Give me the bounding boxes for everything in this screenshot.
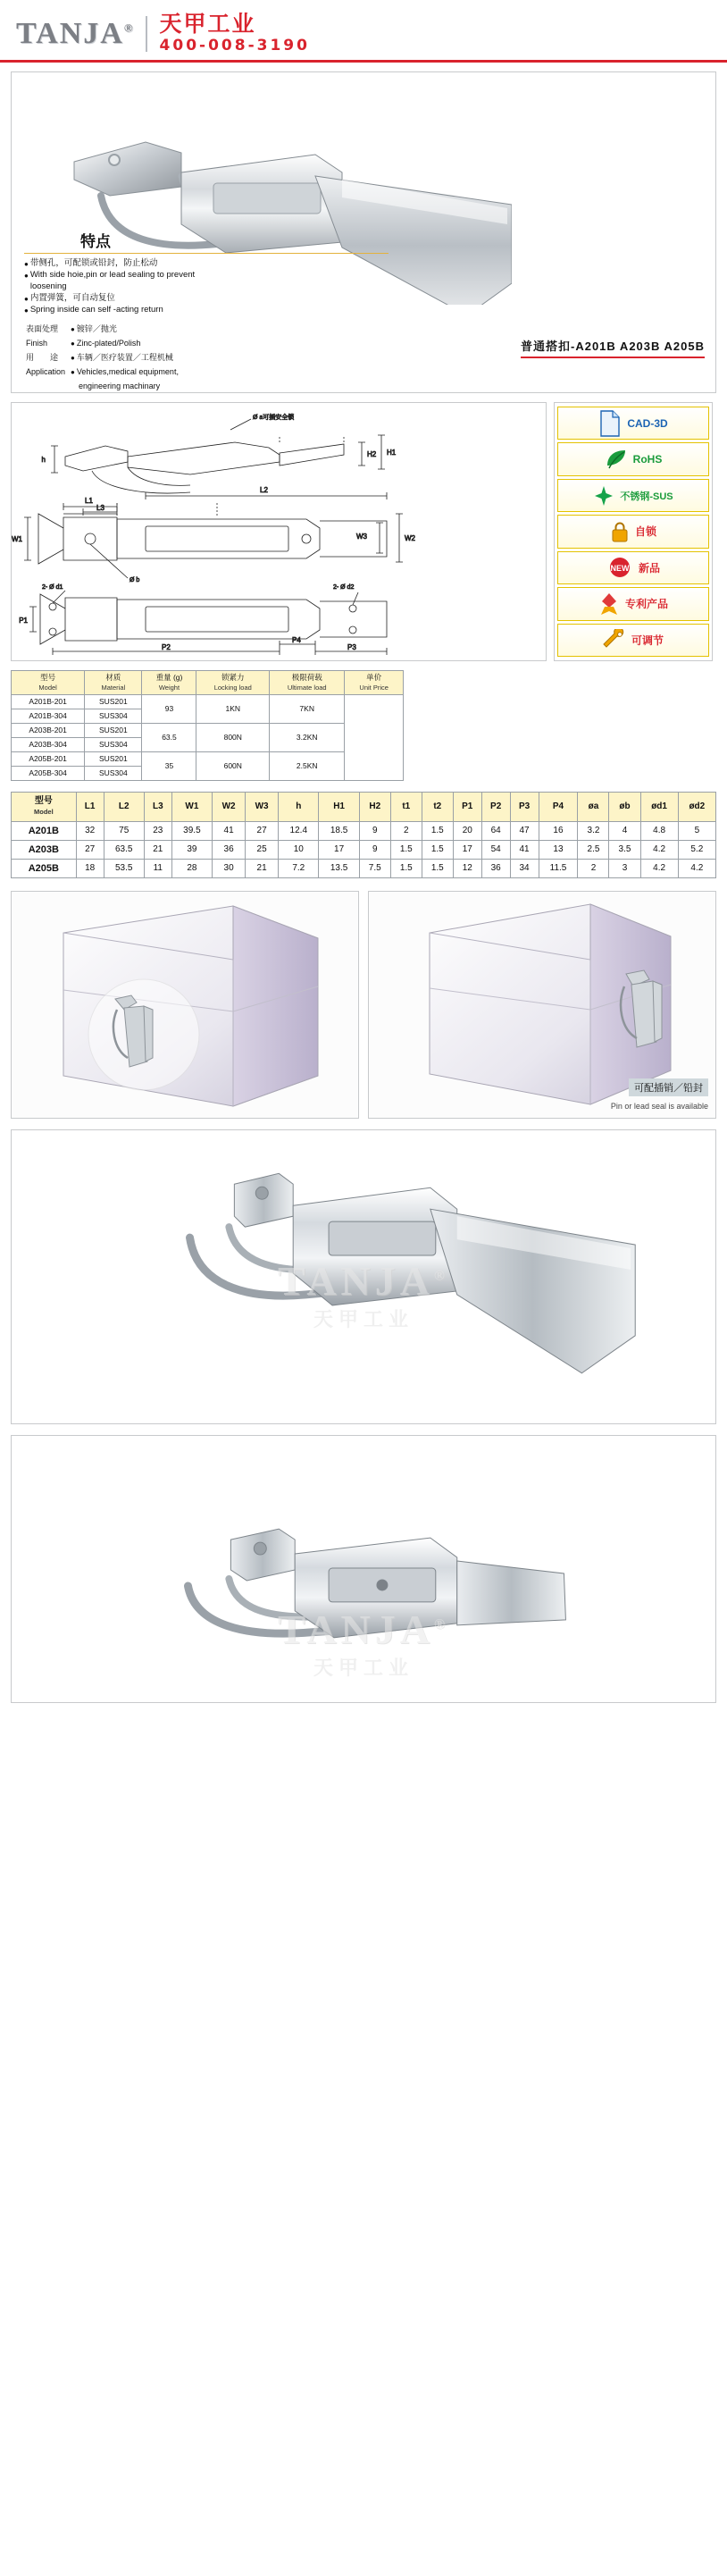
watermark-cn: 天甲工业 [313,1307,414,1330]
cell-material: SUS304 [85,709,142,724]
col-W3: W3 [246,793,279,822]
table-row [26,366,182,379]
certification-badges [554,402,713,661]
dim-label-L2: L2 [260,486,268,494]
table-row [12,752,404,767]
cell-model: A201B [12,822,77,841]
spec-table-2-wrap [11,792,716,878]
brand-name-cn: 天甲工业 [159,12,256,38]
col-t2: t2 [422,793,453,822]
dim-label-d1: 2- Ø d1 [42,584,63,591]
spec-table-1-wrap [11,670,716,781]
col-P1: P1 [453,793,481,822]
feature-bullet-text: loosening [29,281,67,291]
cell-locking: 1KN [196,695,270,724]
badge-patent[interactable] [557,587,709,620]
cell-model: A203B [12,841,77,860]
table-row [12,860,716,878]
attr-value-cn: 镀锌／抛光 [76,324,117,333]
col-title-en: Locking load [213,684,252,692]
cell-model: A205B-304 [12,767,85,781]
cell-ultimate: 2.5KN [270,752,345,781]
attr-value-en: Zinc-plated/Polish [76,339,141,348]
dim-label-P4: P4 [292,636,301,644]
col-ultimate-load [270,671,345,695]
cell-model: A203B-201 [12,724,85,738]
table-row [12,822,716,841]
dim-label-d2: 2- Ø d2 [333,584,355,591]
ribbon-icon [598,592,620,616]
hotline-number: 400-008-3190 [159,36,310,55]
feature-rule [24,253,389,254]
col-od2: ød2 [678,793,715,822]
cell-value: 12.4 [279,822,319,841]
cell-value: 11 [144,860,171,878]
bullet-icon: ● [24,306,29,315]
cell-value: 9 [359,822,390,841]
attr-label-en: Application [26,367,66,376]
technical-drawing [12,403,547,660]
feature-bullet-text: 内置弹簧，可自动复位 [29,293,115,303]
cell-weight: 93 [142,695,196,724]
col-P4: P4 [539,793,578,822]
cell-value: 75 [104,822,144,841]
col-L3: L3 [144,793,171,822]
technical-drawing-panel [11,402,547,661]
cell-value: 4.2 [640,841,678,860]
cell-value: 18 [76,860,104,878]
feature-attribute-table [24,322,184,393]
attr-value [71,352,182,365]
cell-value: 27 [246,822,279,841]
feature-title: 特点 [80,233,111,250]
sparkle-icon [593,485,614,507]
dim-label-L3: L3 [96,504,104,512]
feature-bullet-text: Spring inside can self -acting return [29,305,163,315]
cell-value: 5 [678,822,715,841]
brand-chinese-block [160,13,310,54]
cell-value: 2 [390,822,422,841]
application-photos [11,891,716,1119]
bullet-icon: ● [24,260,29,268]
cell-value: 7.5 [359,860,390,878]
attr-label-cn: 用 途 [26,353,59,362]
cell-weight: 35 [142,752,196,781]
badge-cad-3d[interactable] [557,407,709,440]
application-photo-left [11,891,359,1119]
col-model [12,671,85,695]
cell-value: 16 [539,822,578,841]
col-h: h [279,793,319,822]
cell-value: 39 [171,841,212,860]
col-L2: L2 [104,793,144,822]
cell-value: 5.2 [678,841,715,860]
attr-label-cn: 表面处理 [26,324,59,333]
dim-label-L1: L1 [85,497,93,505]
cell-value: 1.5 [422,860,453,878]
col-title-cn: 重量 (g) [155,673,183,682]
cell-model: A201B-201 [12,695,85,709]
product-photo-2 [11,1435,716,1703]
table-row [12,724,404,738]
col-title-cn: 单价 [366,673,382,682]
cell-value: 25 [246,841,279,860]
col-oa: øa [578,793,609,822]
cell-locking: 600N [196,752,270,781]
cell-value: 3.5 [609,841,640,860]
watermark-registered-icon: ® [433,1268,449,1284]
cell-value: 41 [510,841,539,860]
dim-label-H1: H1 [387,449,397,457]
feature-bullet-text: 带侧孔，可配锁或铅封，防止松动 [29,258,158,268]
watermark-logo-text: TANJA [278,1257,434,1304]
cell-price [345,695,404,781]
col-title-en: Model [34,808,54,816]
brand-logo [16,16,135,50]
attr-value-en2: engineering machinary [79,382,161,390]
cell-value: 34 [510,860,539,878]
table-row [12,841,716,860]
cell-value: 21 [246,860,279,878]
cell-ultimate: 7KN [270,695,345,724]
cell-value: 1.5 [390,860,422,878]
cell-value: 18.5 [319,822,359,841]
header-divider [146,16,147,52]
attr-label-en: Finish [26,339,48,348]
cell-weight: 63.5 [142,724,196,752]
feature-panel [11,71,716,393]
badge-label: RoHS [632,453,663,466]
cell-ultimate: 3.2KN [270,724,345,752]
col-title-en: Model [38,684,57,692]
latch-photo-angled [12,1130,715,1423]
cell-value: 4 [609,822,640,841]
col-model [12,793,77,822]
cell-material: SUS201 [85,752,142,767]
table-header-row [12,793,716,822]
bullet-icon: ● [71,340,75,348]
cell-locking: 800N [196,724,270,752]
feature-bullet-continuation [24,281,399,293]
attr-value [71,338,182,350]
cell-value: 64 [481,822,510,841]
application-note-cn: 可配插销／铅封 [629,1078,708,1096]
dim-label-P1: P1 [19,617,28,625]
col-title-cn: 型号 [40,673,56,682]
cell-value: 10 [279,841,319,860]
cell-value: 3.2 [578,822,609,841]
badge-rohs[interactable] [557,442,709,475]
cell-value: 4.2 [640,860,678,878]
dim-label-W1: W1 [12,535,22,543]
badge-label: 可调节 [631,634,664,647]
attr-value-cn: 车辆／医疗装置／工程机械 [76,353,173,362]
cell-material: SUS304 [85,767,142,781]
cell-value: 13.5 [319,860,359,878]
cell-value: 3 [609,860,640,878]
document-icon [598,410,622,437]
application-note-en: Pin or lead seal is available [610,1102,708,1111]
cell-value: 28 [171,860,212,878]
cell-value: 54 [481,841,510,860]
col-locking-load [196,671,270,695]
col-P2: P2 [481,793,510,822]
cell-value: 21 [144,841,171,860]
cell-model: A205B-201 [12,752,85,767]
drawing-section [11,402,716,661]
col-title-en: Weight [158,684,180,692]
feature-bullet [24,258,399,270]
cell-value: 1.5 [422,822,453,841]
dim-label-W2: W2 [405,534,415,542]
badge-label: 新品 [638,561,660,575]
latch-photo-flat [12,1436,715,1702]
dim-label-W3: W3 [356,533,367,541]
cell-value: 30 [213,860,246,878]
col-t1: t1 [390,793,422,822]
cell-value: 17 [453,841,481,860]
svg-text:NEW: NEW [610,564,630,574]
attr-value [71,366,182,379]
attr-value-en: Vehicles,medical equipment, [76,367,179,376]
table-row [12,695,404,709]
dim-label-P2: P2 [162,643,171,651]
lock-icon [610,520,630,543]
dim-label-H2: H2 [367,450,377,458]
cell-value: 47 [510,822,539,841]
application-photo-right [368,891,716,1119]
badge-label: CAD-3D [627,416,668,430]
table-row [26,381,182,392]
table-row [26,338,182,350]
model-caption: 普通搭扣-A201B A203B A205B [521,337,705,358]
watermark-logo-text: TANJA [278,1607,434,1653]
col-title-en: Unit Price [359,684,389,692]
bullet-icon: ● [71,354,75,362]
cell-material: SUS304 [85,738,142,752]
watermark-cn: 天甲工业 [313,1657,414,1680]
cell-value: 11.5 [539,860,578,878]
wrench-icon [603,629,626,650]
bullet-icon: ● [24,272,29,280]
col-title-cn: 型号 [34,796,53,806]
col-P3: P3 [510,793,539,822]
badge-stainless[interactable] [557,479,709,512]
table-header-row [12,671,404,695]
cell-value: 2.5 [578,841,609,860]
feature-bullet [24,293,399,305]
cell-material: SUS201 [85,724,142,738]
cell-value: 63.5 [104,841,144,860]
cell-value: 20 [453,822,481,841]
cell-value: 12 [453,860,481,878]
feature-bullet [24,270,399,281]
col-W2: W2 [213,793,246,822]
registered-icon: ® [123,21,135,35]
col-title-en: Material [101,684,126,692]
cell-value: 27 [76,841,104,860]
cell-value: 36 [481,860,510,878]
col-title-cn: 锁紧力 [221,673,245,682]
cell-value: 32 [76,822,104,841]
cell-value: 17 [319,841,359,860]
cell-value: 53.5 [104,860,144,878]
col-H1: H1 [319,793,359,822]
cell-value: 7.2 [279,860,319,878]
badge-label: 自锁 [634,525,656,539]
product-photo-1 [11,1129,716,1424]
feature-bullet-text: With side hoie,pin or lead sealing to prevent [29,270,196,280]
badge-label: 不锈钢-SUS [620,491,673,502]
feature-text-block [24,229,399,393]
col-material [85,671,142,695]
cell-value: 9 [359,841,390,860]
bullet-icon: ● [71,368,75,376]
spec-table-2 [11,792,716,878]
logo-wordmark [16,16,135,50]
dim-label-h: h [41,456,46,464]
cell-value: 23 [144,822,171,841]
case-illustration-left [12,892,358,1118]
cell-value: 1.5 [390,841,422,860]
badge-new-product[interactable] [557,551,709,584]
cell-value: 39.5 [171,822,212,841]
new-burst-icon [606,557,633,578]
badge-label: 专利产品 [624,598,668,611]
col-H2: H2 [359,793,390,822]
col-title-cn: 材质 [105,673,121,682]
leaf-icon [605,448,628,471]
col-ob: øb [609,793,640,822]
col-title-cn: 极限荷载 [291,673,322,682]
dim-label-oa: Ø a可插安全锁 [253,415,295,421]
feature-bullet [24,305,399,316]
badge-self-lock[interactable] [557,515,709,548]
badge-adjustable[interactable] [557,624,709,657]
cell-value: 4.8 [640,822,678,841]
spec-table-1 [11,670,404,781]
col-L1: L1 [76,793,104,822]
col-unit-price [345,671,404,695]
cell-value: 1.5 [422,841,453,860]
bullet-icon: ● [71,325,75,333]
logo-text: TANJA [16,16,124,50]
cell-value: 36 [213,841,246,860]
col-title-en: Ultimate load [287,684,327,692]
cell-material: SUS201 [85,695,142,709]
bullet-icon: ● [24,295,29,303]
dim-label-P3: P3 [347,643,356,651]
cell-value: 13 [539,841,578,860]
cell-value: 41 [213,822,246,841]
watermark-registered-icon: ® [433,1617,449,1633]
attr-value [71,323,182,336]
table-row [26,323,182,336]
page-header [0,0,727,63]
table-row [26,352,182,365]
cell-model: A205B [12,860,77,878]
col-od1: ød1 [640,793,678,822]
col-weight [142,671,196,695]
cell-value: 2 [578,860,609,878]
dim-label-ob: Ø b [130,577,140,583]
cell-model: A203B-304 [12,738,85,752]
col-W1: W1 [171,793,212,822]
cell-value: 4.2 [678,860,715,878]
cell-model: A201B-304 [12,709,85,724]
